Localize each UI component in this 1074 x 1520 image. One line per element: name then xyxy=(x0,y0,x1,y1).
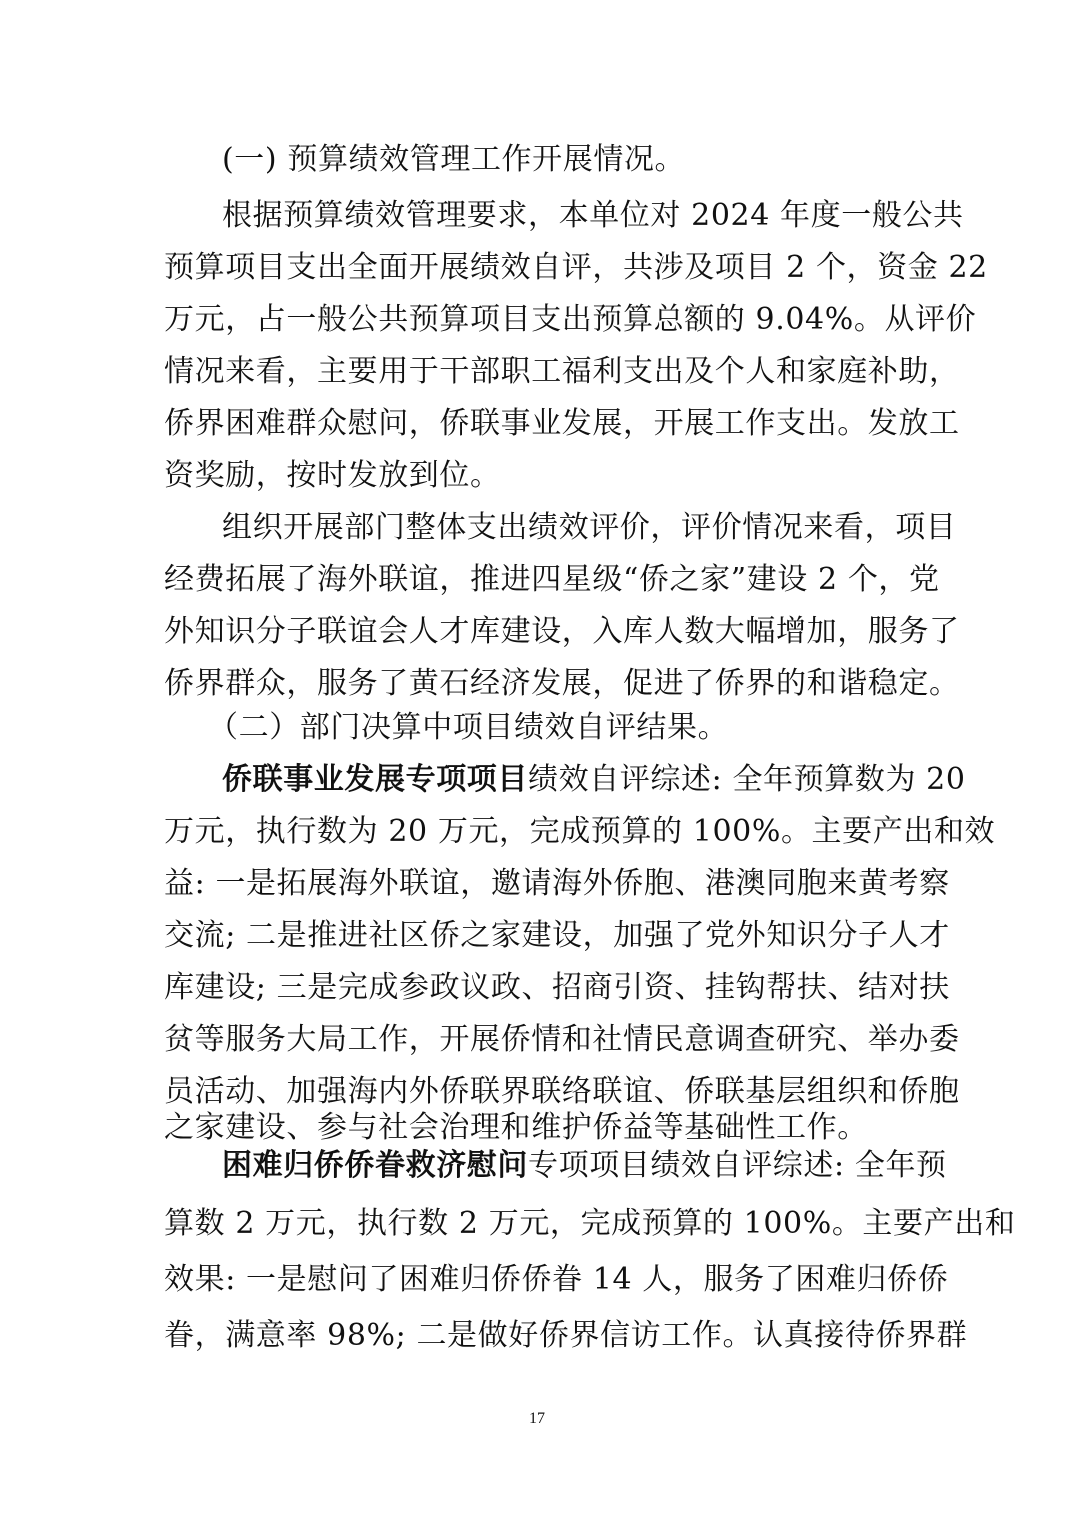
para-2-line-4: 侨界群众，服务了黄石经济发展，促进了侨界的和谐稳定。 xyxy=(164,666,960,701)
para-2-line-3: 外知识分子联谊会人才库建设，入库人数大幅增加，服务了 xyxy=(164,614,960,649)
para-4-line-1 xyxy=(222,1148,947,1184)
para-3-line-6: 贫等服务大局工作，开展侨情和社情民意调查研究、举办委 xyxy=(164,1022,960,1057)
para-2-line-1: 组织开展部门整体支出绩效评价，评价情况来看，项目 xyxy=(222,510,957,545)
para-1-line-5: 侨界困难群众慰问，侨联事业发展，开展工作支出。发放工 xyxy=(164,406,960,441)
para-3-line-1 xyxy=(222,762,966,798)
para-4-line-2: 算数 2 万元，执行数 2 万元，完成预算的 100%。主要产出和 xyxy=(164,1206,1016,1241)
para-3-line-3: 益: 一是拓展海外联谊，邀请海外侨胞、港澳同胞来黄考察 xyxy=(164,866,950,901)
project-name-bold: 侨联事业发展专项项目 xyxy=(222,762,528,797)
para-3-line-5: 库建设; 三是完成参政议政、招商引资、挂钩帮扶、结对扶 xyxy=(164,970,950,1005)
section-heading-1: (一) 预算绩效管理工作开展情况。 xyxy=(222,142,686,177)
para-3-line-4: 交流; 二是推进社区侨之家建设，加强了党外知识分子人才 xyxy=(164,918,950,953)
para-3-line-8: 之家建设、参与社会治理和维护侨益等基础性工作。 xyxy=(164,1110,868,1145)
para-4-line-4: 眷，满意率 98%; 二是做好侨界信访工作。认真接待侨界群 xyxy=(164,1318,968,1353)
para-3-line-7: 员活动、加强海内外侨联界联络联谊、侨联基层组织和侨胞 xyxy=(164,1074,960,1109)
para-3-first-rest: 绩效自评综述: 全年预算数为 20 xyxy=(528,762,966,797)
para-4-line-3: 效果: 一是慰问了困难归侨侨眷 14 人，服务了困难归侨侨 xyxy=(164,1262,949,1297)
para-4-first-rest: 专项项目绩效自评综述: 全年预 xyxy=(528,1148,947,1183)
para-1-line-4: 情况来看，主要用于干部职工福利支出及个人和家庭补助， xyxy=(164,354,960,389)
page-number: 17 xyxy=(529,1410,545,1427)
para-1-line-1: 根据预算绩效管理要求，本单位对 2024 年度一般公共 xyxy=(222,198,964,233)
para-1-line-2: 预算项目支出全面开展绩效自评，共涉及项目 2 个，资金 22 xyxy=(164,250,988,285)
para-1-line-6: 资奖励，按时发放到位。 xyxy=(164,458,501,493)
section-heading-2: （二）部门决算中项目绩效自评结果。 xyxy=(208,710,729,745)
para-3-line-2: 万元，执行数为 20 万元，完成预算的 100%。主要产出和效 xyxy=(164,814,996,849)
para-1-line-3: 万元，占一般公共预算项目支出预算总额的 9.04%。从评价 xyxy=(164,302,977,337)
para-2-line-2: 经费拓展了海外联谊，推进四星级“侨之家”建设 2 个，党 xyxy=(164,562,940,597)
project-name-bold: 困难归侨侨眷救济慰问 xyxy=(222,1148,528,1183)
